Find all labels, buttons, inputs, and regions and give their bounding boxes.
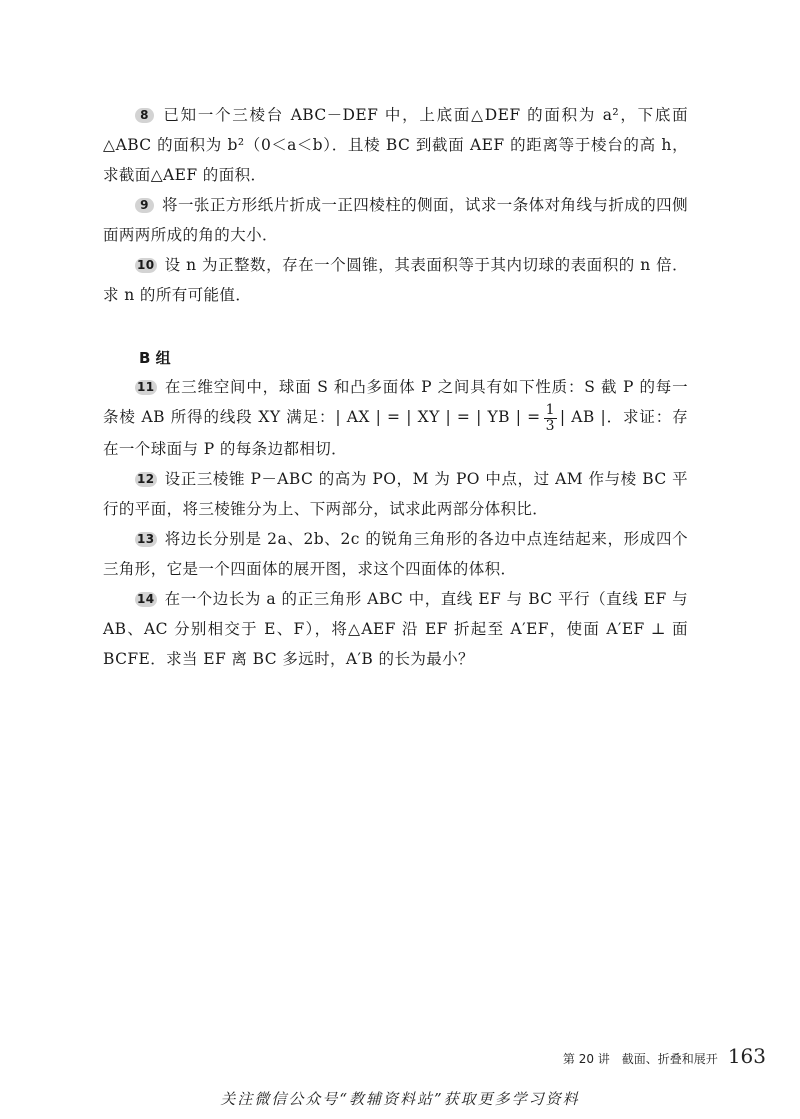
problem-text: 已知一个三棱台 ABC－DEF 中，上底面△DEF 的面积为 a²，下底面△ABC 的面积为 b²（0＜a＜b）．且棱 BC 到截面 AEF 的距离等于棱台的高 h，求截面△AEF 的面积． [103,106,688,184]
chapter-title: 第 20 讲 截面、折叠和展开 [562,1052,718,1066]
problem-10 [103,250,688,310]
problem-9 [103,190,688,250]
fraction-numerator: 1 [545,401,555,418]
section-heading-b: B 组 [139,349,171,367]
problem-14 [103,584,688,674]
problem-text: 将边长分别是 2a、2b、2c 的锐角三角形的各边中点连结起来，形成四个三角形，它是一个四面体的展开图，求这个四面体的体积． [103,529,688,578]
problem-number-badge: 14 [137,591,155,606]
page-number: 163 [727,1044,766,1068]
fraction-denominator: 3 [545,417,555,434]
problem-13 [103,524,688,584]
problem-12 [103,464,688,524]
problem-number-badge: 11 [137,380,155,394]
problem-11 [103,372,688,464]
page-footer [563,1044,766,1068]
problem-8 [103,100,688,190]
watermark-text: 关注微信公众号“教辅资料站”获取更多学习资料 [220,1090,580,1108]
problem-number-badge: 10 [137,258,155,272]
problem-text: 设 n 为正整数，存在一个圆锥，其表面积等于其内切球的表面积的 n 倍．求 n 的所有可能值． [103,256,688,304]
problem-text: 将一张正方形纸片折成一正四棱柱的侧面，试求一条体对角线与折成的四侧面两两所成的角的大小． [103,196,688,244]
problem-text: 设正三棱锥 P－ABC 的高为 PO，M 为 PO 中点，过 AM 作与棱 BC 平行的平面，将三棱锥分为上、下两部分，试求此两部分体积比． [103,469,688,518]
problem-text-part2: | AB |．求证：存在一个球面与 P 的每条边都相切． [103,408,688,458]
problem-number-badge: 12 [137,471,155,486]
problem-text: 在一个边长为 a 的正三角形 ABC 中，直线 EF 与 BC 平行（直线 EF 与 AB、AC 分别相交于 E、F），将△AEF 沿 EF 折起至 A′EF，使面 A′EF ⊥ 面 BCFE．求当 EF 离 BC 多远时，A′B 的长为最小？ [103,589,688,668]
main-content [103,100,688,674]
problem-number-badge: 13 [137,531,155,546]
problem-number-badge: 9 [135,198,154,213]
problem-number-badge: 8 [135,108,154,123]
fraction-one-third [544,403,557,434]
problem-text-part1: 在三维空间中，球面 S 和凸多面体 P 之间具有如下性质：S 截 P 的每一条棱 AB 所得的线段 XY 满足：| AX | = | XY | = | YB | = [103,378,688,426]
